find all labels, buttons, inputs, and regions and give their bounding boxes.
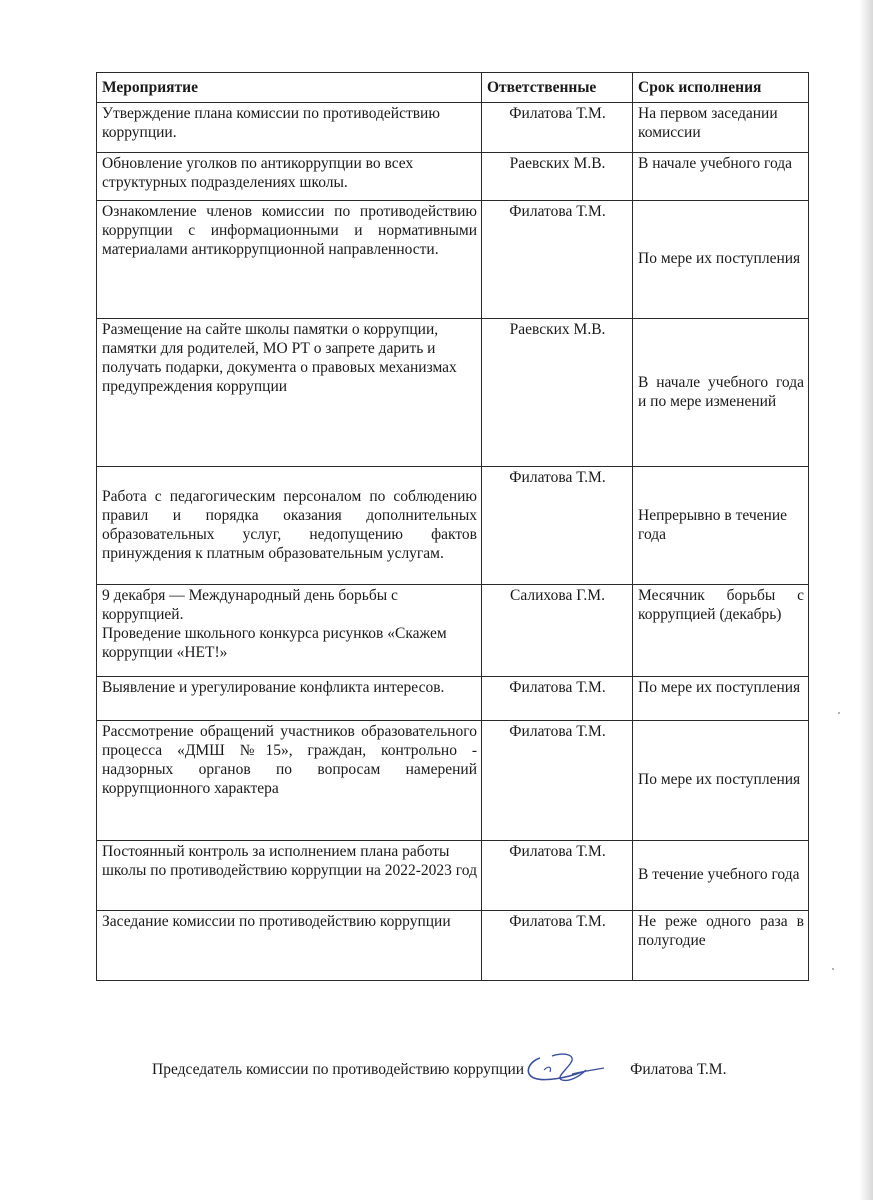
- table-row: [97, 201, 809, 319]
- chair-label: Председатель комиссии по противодействию коррупции: [152, 1061, 525, 1078]
- deadline-cell: В начале учебного года и по мере изменений: [633, 319, 809, 467]
- header-responsible: Ответственные: [482, 73, 633, 103]
- responsible-cell: Филатова Т.М.: [482, 201, 633, 319]
- deadline-cell: По мере их поступления: [633, 201, 809, 319]
- signature-block: [152, 1050, 812, 1084]
- handwritten-signature-icon: [522, 1050, 612, 1084]
- activity-cell: Выявление и урегулирование конфликта интересов.: [97, 677, 482, 721]
- deadline-cell: По мере их поступления: [633, 721, 809, 841]
- table-row: [97, 103, 809, 153]
- header-deadline: Срок исполнения: [633, 73, 809, 103]
- table-row: [97, 153, 809, 201]
- chair-name: Филатова Т.М.: [630, 1061, 727, 1078]
- deadline-cell: По мере их поступления: [633, 677, 809, 721]
- header-activity: Мероприятие: [97, 73, 482, 103]
- table-row: [97, 677, 809, 721]
- deadline-cell: Не реже одного раза в полугодие: [633, 911, 809, 981]
- responsible-cell: Филатова Т.М.: [482, 677, 633, 721]
- responsible-cell: Филатова Т.М.: [482, 467, 633, 585]
- responsible-cell: Филатова Т.М.: [482, 841, 633, 911]
- responsible-cell: Филатова Т.М.: [482, 103, 633, 153]
- activity-cell: Работа с педагогическим персоналом по соблюдению правил и порядка оказания дополнительных образовательных услуг, недопущению фактов принуждения к платным образовательным услугам.: [97, 467, 482, 585]
- activity-cell: Рассмотрение обращений участников образовательного процесса «ДМШ №15», граждан, контрольно - надзорных органов по вопросам намерений коррупционного характера: [97, 721, 482, 841]
- table-row: [97, 585, 809, 677]
- table-row: [97, 319, 809, 467]
- activity-cell: Утверждение плана комиссии по противодействию коррупции.: [97, 103, 482, 153]
- deadline-cell: Непрерывно в течение года: [633, 467, 809, 585]
- table-row: [97, 721, 809, 841]
- responsible-cell: Филатова Т.М.: [482, 911, 633, 981]
- anti-corruption-plan-table: [96, 72, 809, 981]
- activity-cell: Заседание комиссии по противодействию коррупции: [97, 911, 482, 981]
- deadline-cell: В начале учебного года: [633, 153, 809, 201]
- activity-line: Проведение школьного конкурса рисунков «Скажем коррупции «НЕТ!»: [102, 625, 447, 662]
- table-header-row: [97, 73, 809, 103]
- scan-page-edge: [859, 0, 873, 1200]
- deadline-cell: Месячник борьбы с коррупцией (декабрь): [633, 585, 809, 677]
- activity-cell: Обновление уголков по антикоррупции во всех структурных подразделениях школы.: [97, 153, 482, 201]
- scan-artifact: [832, 968, 834, 970]
- scan-artifact: [838, 712, 840, 714]
- activity-line: 9 декабря — Международный день борьбы с коррупцией.: [102, 587, 398, 624]
- activity-cell: [97, 585, 482, 677]
- activity-cell: Размещение на сайте школы памятки о коррупции, памятки для родителей, МО РТ о запрете дарить и получать подарки, документа о правовых механизмах предупреждения коррупции: [97, 319, 482, 467]
- responsible-cell: Салихова Г.М.: [482, 585, 633, 677]
- activity-cell: Постоянный контроль за исполнением плана работы школы по противодействию коррупции на 2022-2023 год: [97, 841, 482, 911]
- deadline-cell: В течение учебного года: [633, 841, 809, 911]
- table-row: [97, 467, 809, 585]
- responsible-cell: Филатова Т.М.: [482, 721, 633, 841]
- responsible-cell: Раевских М.В.: [482, 153, 633, 201]
- responsible-cell: Раевских М.В.: [482, 319, 633, 467]
- activity-cell: Ознакомление членов комиссии по противодействию коррупции с информационными и нормативными материалами антикоррупционной направленности.: [97, 201, 482, 319]
- table-row: [97, 841, 809, 911]
- table-row: [97, 911, 809, 981]
- deadline-cell: На первом заседании комиссии: [633, 103, 809, 153]
